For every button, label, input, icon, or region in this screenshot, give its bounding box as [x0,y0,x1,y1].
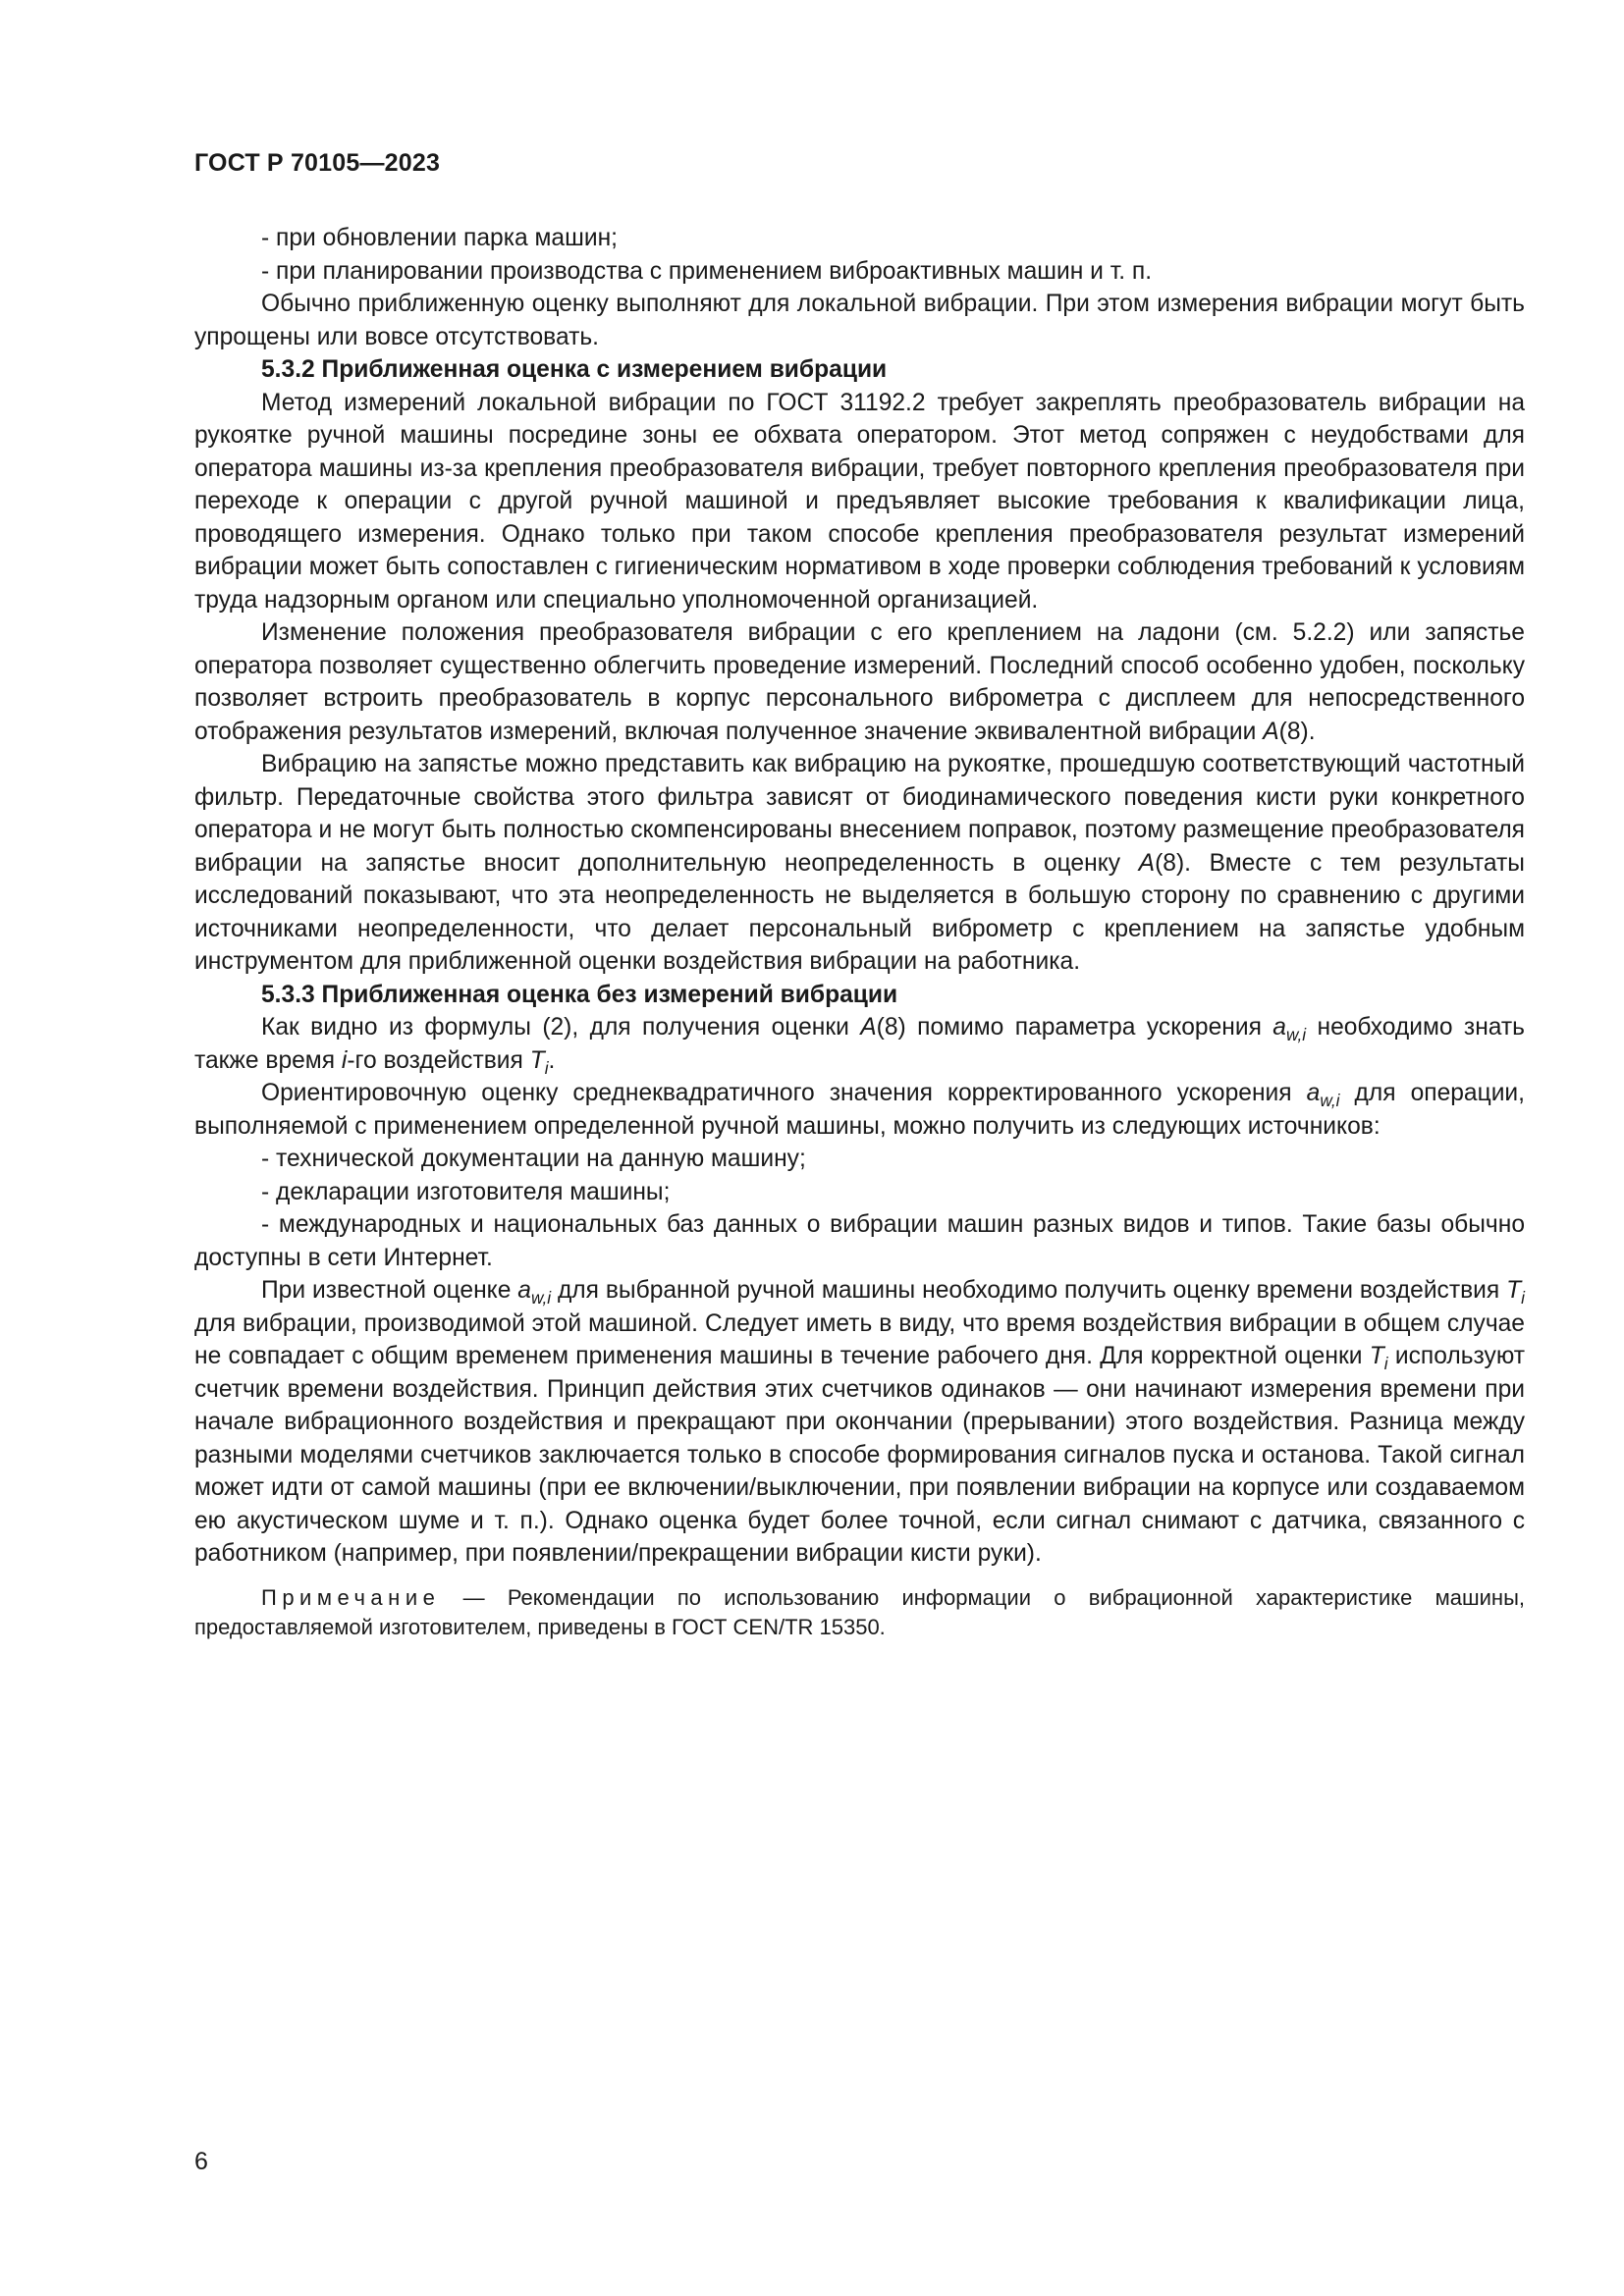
subscript-i: i [1521,1288,1525,1308]
symbol-a: a [1306,1080,1321,1106]
paragraph: Метод измерений локальной вибрации по ГОСТ 31192.2 требует закреплять преобразователь вибрации на рукоятке ручной машины посредине зоны ее обхвата оператором. Этот метод сопряжен с неудобствами для оператора машины из-за крепления преобразователя вибрации, требует повторного крепления преобразователя при переходе к операции с другой ручной машиной и предъявляет высокие требования к квалификации лица, проводящего измерения. Однако только при таком способе крепления преобразователя результат измерений вибрации может быть сопоставлен с гигиеническим нормативом в ходе проверки соблюдения требований к условиям труда надзорным органом или специально уполномоченной организацией. [194,389,1525,614]
list-item: - международных и национальных баз данных о вибрации машин разных видов и типов. Такие базы обычно доступны в сети Интернет. [194,1211,1525,1271]
paragraph [194,616,1525,748]
subscript-w-i: w,i [1320,1091,1340,1111]
symbol-T: T [529,1046,545,1074]
symbol-a: a [1272,1014,1286,1041]
paragraph [194,1077,1525,1143]
text-run: для выбранной ручной машины необходимо получить оценку времени воздействия [551,1277,1507,1304]
text-run: -го воздействия [347,1046,530,1074]
subscript-i: i [1383,1354,1388,1374]
paragraph: Обычно приближенную оценку выполняют для локальной вибрации. При этом измерения вибрации могут быть упрощены или вовсе отсутствовать. [194,291,1525,350]
subscript-w-i: w,i [530,1288,552,1308]
text-run: необходимо знать также время [194,1014,1525,1074]
list-item: - технической документации на данную машину; [261,1146,806,1172]
text-run: ). [1300,718,1316,745]
document-body [194,222,1525,1642]
symbol-A: A [1138,849,1156,877]
text-run: для вибрации, производимой этой машиной. Следует иметь в виду, что время воздействия вибрации в общем случае не совпадает с общим временем применения машины в течение рабочего дня. Для корректной оценки [194,1309,1525,1369]
text-run: используют счетчик времени воздействия. Принцип действия этих счетчиков одинаков — они начинают измерения времени при начале вибрационного воздействия и прекращают при окончании (прерывании) этого воздействия. Разница между разными моделями счетчиков заключается только в способе формирования сигналов пуска и останова. Такой сигнал может идти от самой машины (при ее включении/выключении, при появлении вибрации на корпусе или создаваемом ею акустическом шуме и т. п.). Однако оценка будет более точной, если сигнал снимают с датчика, связанного с работником (например, при появлении/прекращении вибрации кисти руки). [194,1343,1526,1567]
page-number: 6 [194,2148,208,2175]
subscript-w-i: w,i [1285,1025,1307,1045]
list-item: - при планировании производства с применением виброактивных машин и т. п. [261,257,1153,285]
text-run: При известной оценке [261,1277,518,1304]
list-item: - декларации изготовителя машины; [261,1178,671,1205]
note-label: Примечание [261,1584,441,1610]
symbol-A: A [1263,718,1279,745]
document-header: ГОСТ Р 70105—2023 [194,149,441,177]
text-run: (8) помимо параметра ускорения [876,1014,1273,1041]
symbol-a: a [517,1277,531,1304]
symbol-T: T [1369,1343,1384,1369]
symbol-T: T [1506,1277,1522,1304]
note-text: — Рекомендации по использованию информации о вибрационной характеристике машины, предоставляемой изготовителем, приведены в ГОСТ CEN/TR 15350. [194,1584,1525,1639]
text-run: Изменение положения преобразователя вибрации с его креплением на ладони (см. 5.2.2) или запястье оператора позволяет существенно облегчить проведение измерений. Последний способ особенно удобен, поскольку позволяет встроить преобразователь в корпус персонального виброметра с дисплеем для непосредственного отображения результатов измерений, включая полученное значение эквивалентной вибрации [194,619,1525,745]
symbol-i: i [341,1046,348,1074]
text-run: для операции, выполняемой с применением определенной ручной машины, можно получить из следующих источников: [194,1080,1526,1140]
text-run: Вибрацию на запястье можно представить как вибрацию на рукоятке, прошедшую соответствующий частотный фильтр. Передаточные свойства этого фильтра зависят от биодинамического поведения кисти руки конкретного оператора и не могут быть полностью скомпенсированы внесением поправок, поэтому размещение преобразователя вибрации на запястье вносит дополнительную неопределенность в оценку [194,751,1525,877]
text-run: Как видно из формулы (2), для получения оценки [261,1014,861,1041]
paragraph [194,748,1525,979]
text-run: (8 [1278,718,1301,745]
section-heading-5-3-2: 5.3.2 Приближенная оценка с измерением вибрации [261,356,888,383]
symbol-A: A [860,1014,877,1041]
text-run: . [548,1046,556,1074]
section-heading-5-3-3: 5.3.3 Приближенная оценка без измерений вибрации [261,981,898,1008]
paragraph [194,1274,1525,1571]
paragraph [194,1011,1525,1077]
text-run: Ориентировочную оценку среднеквадратичного значения корректированного ускорения [261,1080,1307,1106]
note [194,1583,1525,1642]
text-run: (8). Вместе с тем результаты исследований показывают, что эта неопределенность не выделяется в большую сторону по сравнению с другими источниками неопределенности, что делает персональный виброметр с креплением на запястье удобным инструментом для приближенной оценки воздействия вибрации на работника. [194,849,1525,975]
list-item: - при обновлении парка машин; [261,225,618,251]
subscript-i: i [544,1057,549,1078]
